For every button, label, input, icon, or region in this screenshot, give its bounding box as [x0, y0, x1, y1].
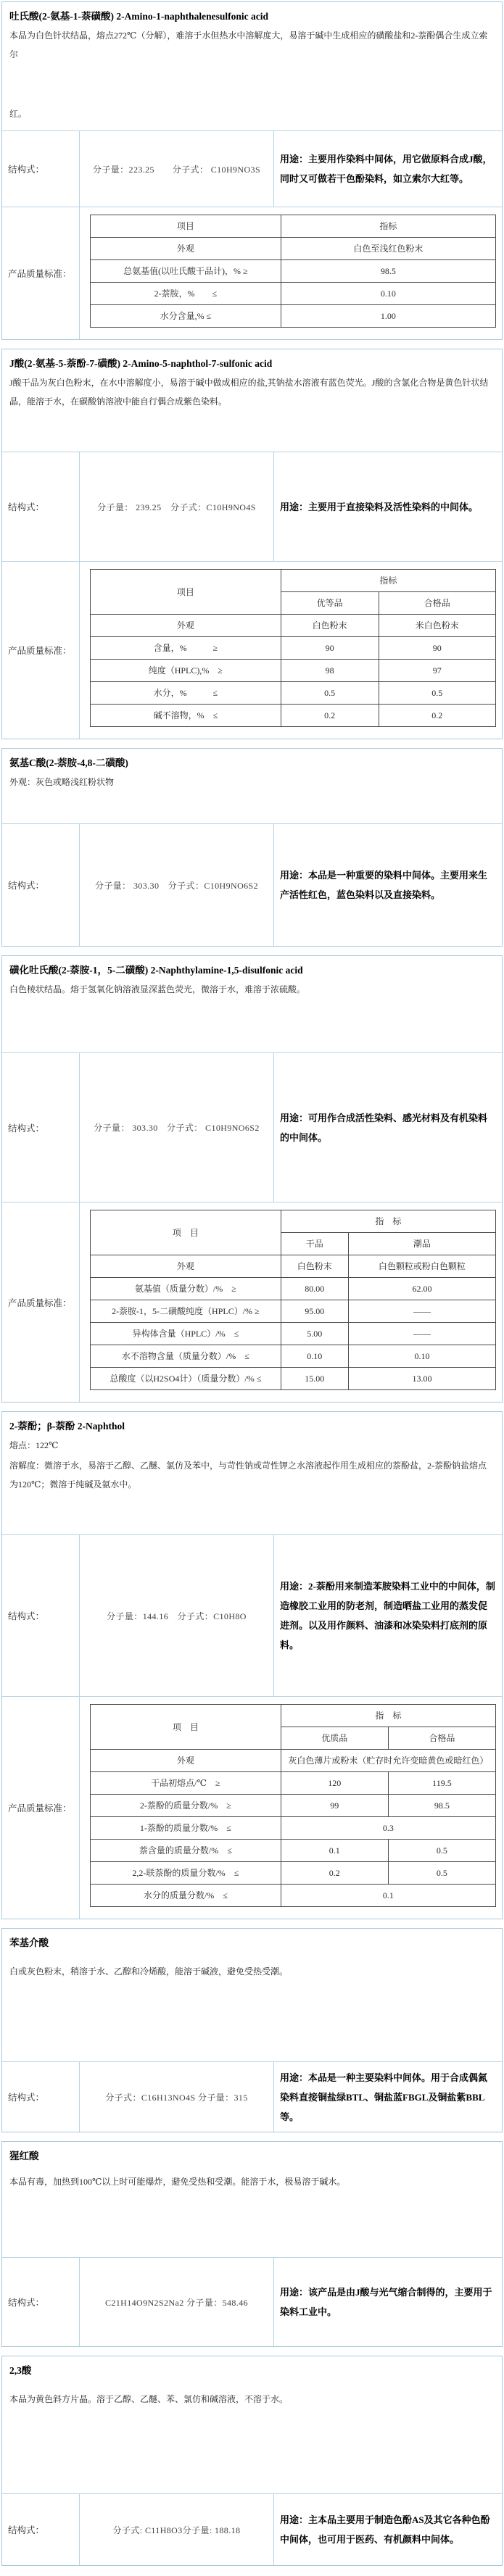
- product-description: 本品为白色针状结晶，熔点272℃（分解），难溶于水但热水中溶解度大，易溶于碱中生成相应的磺酸盐和2-萘酚偶合生成立索尔: [9, 30, 488, 59]
- quality-table-head: [91, 570, 496, 615]
- column-subheader: 潮品: [348, 1233, 495, 1255]
- product-section: [1, 2141, 503, 2347]
- structure-row: [2, 130, 502, 207]
- row-item: 含量，% ≥: [91, 637, 281, 660]
- quality-standard-label: 产品质量标准：: [8, 1803, 72, 1813]
- row-item: 干品初熔点/℃ ≥: [91, 1772, 281, 1795]
- row-item: 水分含量,% ≤: [91, 305, 281, 328]
- row-value: 98: [281, 660, 379, 682]
- usage-text: 用途：主要用作染料中间体，用它做原料合成J酸，同时又可做若干色酚染料，如立索尔大红等。: [273, 131, 502, 207]
- row-value: ——: [348, 1300, 495, 1323]
- quality-table: [90, 1704, 496, 1907]
- usage-text: 用途：可用作合成活性染料、感光材料及有机染料的中间体。: [273, 1053, 502, 1202]
- row-item: 外观: [91, 1255, 281, 1278]
- table-header-row: [91, 570, 496, 592]
- structure-row: [2, 1534, 502, 1696]
- section-header: [2, 2356, 502, 2493]
- quality-table-head: [91, 215, 496, 238]
- usage-text: 用途：主要用于直接染料及活性染料的中间体。: [273, 452, 502, 561]
- structure-label: 结构式：: [8, 165, 45, 175]
- row-value: 62.00: [348, 1278, 495, 1300]
- product-title: 磺化吐氏酸(2-萘胺-1，5-二磺酸) 2-Naphthylamine-1,5-disulfonic acid: [9, 965, 303, 976]
- product-section: [1, 1411, 503, 1919]
- row-value: 98.5: [281, 260, 495, 283]
- row-item: 2-萘胺-1，5-二磺酸纯度（HPLC）/% ≥: [91, 1300, 281, 1323]
- product-title: J酸(2-氨基-5-萘酚-7-磺酸) 2-Amino-5-naphthol-7-sulfonic acid: [9, 358, 273, 369]
- column-header-spec: 指标: [281, 570, 495, 592]
- quality-standard-label: 产品质量标准：: [8, 646, 72, 656]
- table-row: [91, 660, 496, 682]
- quality-table: [90, 569, 496, 727]
- row-value: 90: [281, 637, 379, 660]
- molecular-formula: 分子式: C11H8O3分子量: 188.18: [79, 2494, 273, 2565]
- row-item: 纯度（HPLC),% ≥: [91, 660, 281, 682]
- quality-row: [2, 561, 502, 739]
- product-section: [1, 1928, 503, 2132]
- row-value: ——: [348, 1323, 495, 1345]
- product-description: J酸干品为灰白色粉末，在水中溶解度小，易溶于碱中做成相应的盐,其钠盐水溶液有蓝色荧光。J酸的含氯化合物是黄色针状结晶，能溶于水，在碳酸钠溶液中能自行偶合成紫色染料。: [9, 378, 489, 407]
- row-item: 2-萘酚的质量分数/% ≥: [91, 1795, 281, 1817]
- section-header: [2, 1929, 502, 2061]
- table-row: [91, 615, 496, 637]
- quality-table-body: [91, 1255, 496, 1390]
- row-item: 碱不溶物，% ≤: [91, 705, 281, 727]
- quality-table-body: [91, 238, 496, 328]
- row-value: 白色至浅红色粉末: [281, 238, 495, 260]
- quality-table-head: [91, 1705, 496, 1750]
- structure-row: [2, 823, 502, 946]
- product-title: 2-萘酚；β-萘酚 2-Naphthol: [9, 1421, 125, 1432]
- table-row: [91, 1255, 496, 1278]
- quality-table-body: [91, 1750, 496, 1907]
- row-item: 外观: [91, 1750, 281, 1772]
- row-value: 80.00: [281, 1278, 348, 1300]
- product-title: 苯基介酸: [9, 1937, 49, 1948]
- row-value: 0.2: [379, 705, 495, 727]
- product-description: 溶解度：微溶于水，易溶于乙醇、乙醚、氯仿及苯中，与苛性钠或苛性钾之水溶液起作用生成相应的萘酚盐，2-萘酚钠盐熔点为120℃；微溶于纯碱及氨水中。: [9, 1461, 487, 1489]
- quality-table-wrap: [79, 1697, 502, 1919]
- product-description: 红。: [9, 109, 28, 119]
- quality-table-head: [91, 1210, 496, 1255]
- table-row: [91, 1323, 496, 1345]
- row-value: 99: [281, 1795, 388, 1817]
- table-row: [91, 1368, 496, 1390]
- row-value: 1.00: [281, 305, 495, 328]
- product-description: 本品有毒，加热到100℃以上时可能爆炸，避免受热和受潮。能溶于水，极易溶于碱水。: [9, 2177, 346, 2187]
- product-section: [1, 748, 503, 947]
- product-section: [1, 349, 503, 739]
- structure-row: [2, 2257, 502, 2346]
- row-value: 0.10: [281, 1345, 348, 1368]
- row-item: 萘含量的质量分数/% ≤: [91, 1840, 281, 1862]
- product-section: [1, 955, 503, 1403]
- table-row: [91, 682, 496, 705]
- table-row: [91, 260, 496, 283]
- column-header-item: 项目: [91, 570, 281, 615]
- table-row: [91, 1278, 496, 1300]
- product-section: [1, 1, 503, 340]
- row-value: 97: [379, 660, 495, 682]
- usage-text: 用途：主本品主要用于制造色酚AS及其它各种色酚中间体，也可用于医药、有机颜料中间体。: [273, 2494, 502, 2565]
- structure-label: 结构式：: [8, 2298, 45, 2308]
- row-item: 总酸度（以H2SO4计）（质量分数）/% ≤: [91, 1368, 281, 1390]
- structure-label: 结构式：: [8, 502, 45, 512]
- row-value: 5.00: [281, 1323, 348, 1345]
- product-description: 外观：灰色或略浅红粉状物: [9, 777, 115, 787]
- quality-table: [90, 215, 496, 328]
- structure-label: 结构式：: [8, 881, 45, 891]
- column-subheader: 合格品: [379, 592, 495, 615]
- quality-standard-label: 产品质量标准：: [8, 269, 72, 279]
- row-value: 0.1: [281, 1840, 388, 1862]
- row-item: 总氨基值(以吐氏酸干品计)，% ≥: [91, 260, 281, 283]
- molecular-formula: 分子量： 303.30 分子式：C10H9NO6S2: [79, 824, 273, 946]
- quality-table-wrap: [79, 1202, 502, 1402]
- column-subheader: 干品: [281, 1233, 348, 1255]
- row-value: 0.10: [281, 283, 495, 305]
- quality-row: [2, 1696, 502, 1919]
- table-row: [91, 1300, 496, 1323]
- table-row: [91, 305, 496, 328]
- row-item: 异构体含量（HPLC）/% ≤: [91, 1323, 281, 1345]
- table-header-row: [91, 1705, 496, 1727]
- row-value: 米白色粉末: [379, 615, 495, 637]
- row-value: 90: [379, 637, 495, 660]
- row-value: 120: [281, 1772, 388, 1795]
- table-row: [91, 1795, 496, 1817]
- row-value: 白色粉末: [281, 615, 379, 637]
- table-row: [91, 238, 496, 260]
- product-title: 氨基C酸(2-萘胺-4,8-二磺酸): [9, 757, 128, 768]
- molecular-formula: C21H14O9N2S2Na2 分子量：548.46: [79, 2258, 273, 2346]
- row-item: 水分的质量分数/% ≤: [91, 1885, 281, 1907]
- structure-row: [2, 1052, 502, 1202]
- quality-table-wrap: [79, 207, 502, 339]
- molecular-formula: 分子量： 239.25 分子式：C10H9NO4S: [79, 452, 273, 561]
- row-value: 15.00: [281, 1368, 348, 1390]
- row-item: 2,2-联萘酚的质量分数/% ≤: [91, 1862, 281, 1885]
- structure-label: 结构式：: [8, 1123, 45, 1134]
- product-description: 本品为黄色斜方片晶。溶于乙醇、乙醚、苯、氯仿和碱溶液，不溶于水。: [9, 2394, 289, 2404]
- quality-row: [2, 1202, 502, 1402]
- molecular-formula: 分子式：C16H13NO4S 分子量：315: [79, 2062, 273, 2132]
- row-value: 灰白色薄片或粉末（贮存时允许变暗黄色或暗红色）: [281, 1750, 495, 1772]
- molecular-formula: 分子量：223.25 分子式： C10H9NO3S: [79, 131, 273, 207]
- row-item: 氨基值（质量分数）/% ≥: [91, 1278, 281, 1300]
- row-value: 0.5: [281, 682, 379, 705]
- structure-label: 结构式：: [8, 2093, 45, 2103]
- quality-table: [90, 1210, 496, 1390]
- row-item: 1-萘酚的质量分数/% ≤: [91, 1817, 281, 1840]
- molecular-formula: 分子量：144.16 分子式：C10H8O: [79, 1535, 273, 1696]
- usage-text: 用途：该产品是由J酸与光气缩合制得的，主要用于染料工业中。: [273, 2258, 502, 2346]
- table-row: [91, 705, 496, 727]
- section-header: [2, 2, 502, 130]
- table-row: [91, 1862, 496, 1885]
- molecular-formula: 分子量： 303.30 分子式： C10H9NO6S2: [79, 1053, 273, 1202]
- table-row: [91, 1840, 496, 1862]
- structure-row: [2, 452, 502, 561]
- row-value: 0.5: [388, 1840, 495, 1862]
- column-subheader: 优等品: [281, 592, 379, 615]
- column-header-spec: 指 标: [281, 1705, 495, 1727]
- row-value: 0.2: [281, 1862, 388, 1885]
- row-value: 白色粉末: [281, 1255, 348, 1278]
- section-header: [2, 749, 502, 823]
- table-row: [91, 1772, 496, 1795]
- section-header: [2, 2142, 502, 2257]
- column-header-item: 项 目: [91, 1210, 281, 1255]
- section-header: [2, 956, 502, 1052]
- product-title: 吐氏酸(2-氨基-1-萘磺酸) 2-Amino-1-naphthalenesulfonic acid: [9, 11, 268, 22]
- product-description: 白色棱状结晶。熔于氢氧化钠溶液显深蓝色荧光，微溶于水，难溶于浓硫酸。: [9, 984, 306, 994]
- product-description: 白或灰色粉末，稍溶于水、乙醇和冷烯酸，能溶于碱液，避免受热受潮。: [9, 1966, 289, 1977]
- structure-row: [2, 2061, 502, 2132]
- row-item: 水不溶物含量（质量分数）/% ≤: [91, 1345, 281, 1368]
- row-value: 98.5: [388, 1795, 495, 1817]
- column-header-item: 项目: [91, 215, 281, 238]
- product-title: 2,3酸: [9, 2365, 32, 2376]
- table-row: [91, 1345, 496, 1368]
- row-item: 2-萘胺，% ≤: [91, 283, 281, 305]
- column-subheader: 合格品: [388, 1727, 495, 1750]
- section-header: [2, 349, 502, 452]
- row-value: 95.00: [281, 1300, 348, 1323]
- row-value: 0.2: [281, 705, 379, 727]
- table-row: [91, 283, 496, 305]
- table-row: [91, 1817, 496, 1840]
- column-header-spec: 指标: [281, 215, 495, 238]
- product-section: [1, 2356, 503, 2566]
- row-value: 0.10: [348, 1345, 495, 1368]
- row-item: 外观: [91, 615, 281, 637]
- column-header-item: 项 目: [91, 1705, 281, 1750]
- quality-row: [2, 207, 502, 339]
- row-item: 外观: [91, 238, 281, 260]
- quality-table-body: [91, 615, 496, 727]
- product-description: 熔点：122℃: [9, 1440, 59, 1450]
- table-row: [91, 1750, 496, 1772]
- usage-text: 用途：本品是一种重要的染料中间体。主要用来生产活性红色，蓝色染料以及直接染料。: [273, 824, 502, 946]
- structure-label: 结构式：: [8, 2525, 45, 2535]
- structure-label: 结构式：: [8, 1611, 45, 1621]
- section-header: [2, 1412, 502, 1534]
- quality-standard-label: 产品质量标准：: [8, 1297, 72, 1308]
- usage-text: 用途：本品是一种主要染料中间体。用于合成偶氮染料直接铜盐绿BTL、铜盐蓝FBGL及铜盐紫BBL等。: [273, 2062, 502, 2132]
- row-value: 0.5: [388, 1862, 495, 1885]
- table-header-row: [91, 1210, 496, 1233]
- column-header-spec: 指 标: [281, 1210, 495, 1233]
- row-value: 0.5: [379, 682, 495, 705]
- row-value: 0.3: [281, 1817, 495, 1840]
- row-value: 白色颗粒或粉白色颗粒: [348, 1255, 495, 1278]
- table-header-row: [91, 215, 496, 238]
- column-subheader: 优质品: [281, 1727, 388, 1750]
- table-row: [91, 1885, 496, 1907]
- usage-text: 用途：2-萘酚用来制造苯胺染料工业中的中间体，制造橡胶工业用的防老剂，制造晒盐工业用的蒸发促进剂。以及用作颜料、油漆和冰染染料打底剂的原料。: [273, 1535, 502, 1696]
- row-item: 水分，% ≤: [91, 682, 281, 705]
- row-value: 0.1: [281, 1885, 495, 1907]
- quality-table-wrap: [79, 562, 502, 739]
- row-value: 119.5: [388, 1772, 495, 1795]
- structure-row: [2, 2493, 502, 2565]
- product-title: 猩红酸: [9, 2151, 39, 2161]
- table-row: [91, 637, 496, 660]
- row-value: 13.00: [348, 1368, 495, 1390]
